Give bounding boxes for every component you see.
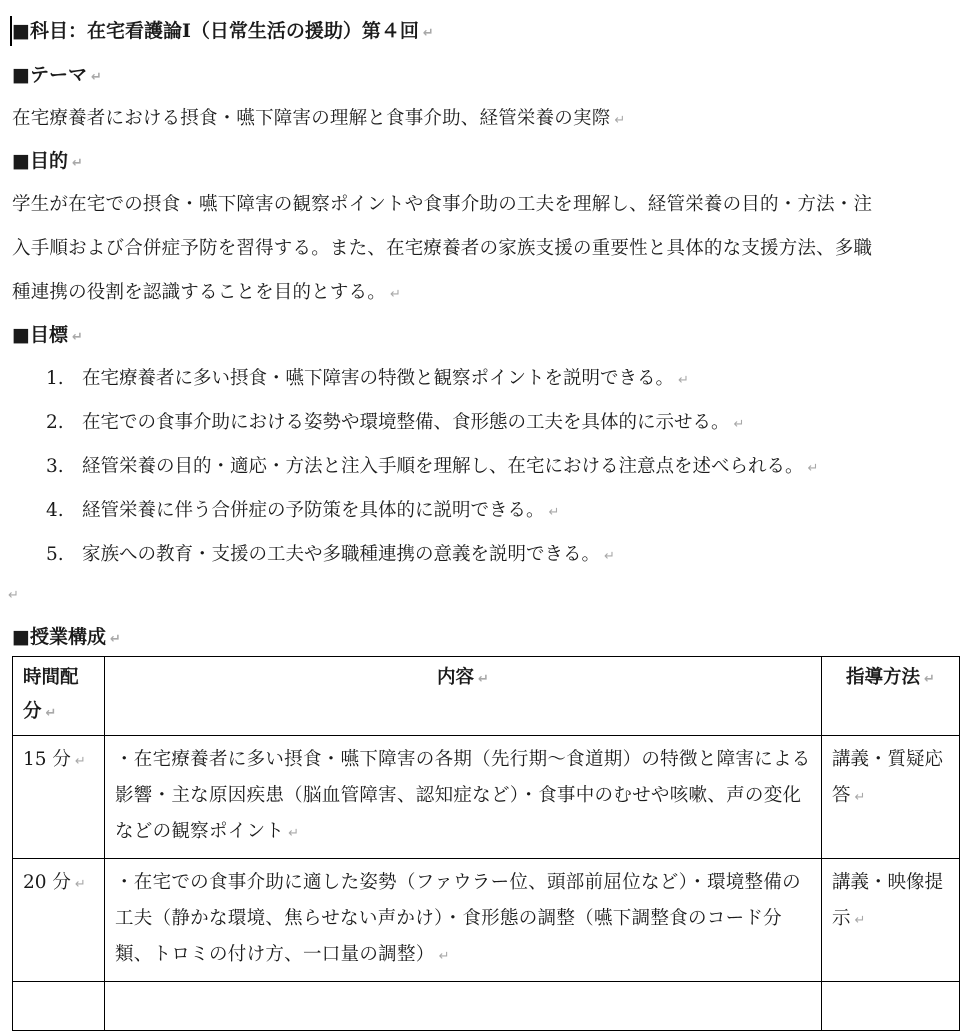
cell-method-text: 講義・質疑応答 xyxy=(832,749,944,806)
table-row-partial xyxy=(13,982,960,1031)
purpose-heading-text: ■目的 xyxy=(12,150,68,172)
header-time-text: 時間配分 xyxy=(23,667,79,722)
purpose-line-text: 学生が在宅での摂食・嚥下障害の観察ポイントや食事介助の工夫を理解し、経管栄養の目的・方法・注 xyxy=(12,194,873,215)
empty-paragraph xyxy=(8,582,19,604)
table-row xyxy=(13,859,960,982)
header-content xyxy=(104,657,821,736)
paragraph-mark: ↵ xyxy=(614,113,626,128)
purpose-line xyxy=(12,190,872,216)
structure-heading xyxy=(12,622,121,649)
cell-method-empty xyxy=(822,982,960,1031)
cell-mark: ↵ xyxy=(74,754,86,769)
goal-item-2 xyxy=(46,408,744,434)
paragraph-mark: ↵ xyxy=(678,373,689,388)
cell-method xyxy=(822,859,960,982)
goal-item-4 xyxy=(46,496,559,522)
goal-item-3 xyxy=(46,452,818,478)
cell-mark: ↵ xyxy=(854,913,866,928)
goal-item-5 xyxy=(46,540,615,566)
cell-method xyxy=(822,736,960,859)
purpose-line-text: 種連携の役割を認識することを目的とする。 xyxy=(12,282,387,303)
cell-content xyxy=(104,859,821,982)
paragraph-mark: ↵ xyxy=(90,70,102,85)
paragraph-mark: ↵ xyxy=(604,549,615,564)
cell-time xyxy=(13,736,105,859)
paragraph-mark: ↵ xyxy=(422,26,434,41)
paragraph-mark: ↵ xyxy=(548,505,560,520)
lesson-structure-table xyxy=(12,656,960,1031)
goal-text: 在宅での食事介助における姿勢や環境整備、食形態の工夫を具体的に示せる。 xyxy=(82,412,730,433)
header-method xyxy=(822,657,960,736)
cell-mark: ↵ xyxy=(45,706,57,721)
table-row xyxy=(13,736,960,859)
cell-mark: ↵ xyxy=(74,877,86,892)
header-time xyxy=(13,657,105,736)
cell-time xyxy=(13,859,105,982)
paragraph-mark: ↵ xyxy=(71,156,83,171)
goal-number: 2. xyxy=(46,412,64,433)
goal-item-1 xyxy=(46,364,689,390)
goal-text: 家族への教育・支援の工夫や多職種連携の意義を説明できる。 xyxy=(82,544,601,565)
purpose-line xyxy=(12,234,872,260)
theme-text-content: 在宅療養者における摂食・嚥下障害の理解と食事介助、経管栄養の実際 xyxy=(12,108,611,129)
cell-method-text: 講義・映像提示 xyxy=(832,872,944,929)
paragraph-mark: ↵ xyxy=(109,632,121,647)
goal-number: 5. xyxy=(46,544,64,565)
goal-text: 経管栄養に伴う合併症の予防策を具体的に説明できる。 xyxy=(82,500,545,521)
cell-mark: ↵ xyxy=(478,672,489,687)
goal-number: 1. xyxy=(46,368,64,389)
header-method-text: 指導方法 xyxy=(846,667,921,688)
paragraph-mark: ↵ xyxy=(8,588,19,603)
subject-title-text: ■科目：在宅看護論Ⅰ（日常生活の援助）第４回 xyxy=(12,20,419,42)
cell-content-text: ・在宅療養者に多い摂食・嚥下障害の各期（先行期～食道期）の特徴と障害による影響・主な原因疾患（脳血管障害、認知症など）・食事中のむせや咳嗽、声の変化などの観察ポイント xyxy=(114,749,811,842)
cell-mark: ↵ xyxy=(288,826,300,841)
subject-title xyxy=(12,16,434,43)
cell-content-empty xyxy=(104,982,821,1031)
paragraph-mark: ↵ xyxy=(71,330,83,345)
cell-time-empty xyxy=(13,982,105,1031)
structure-heading-text: ■授業構成 xyxy=(12,626,106,648)
goal-text: 在宅療養者に多い摂食・嚥下障害の特徴と観察ポイントを説明できる。 xyxy=(82,368,675,389)
goal-text: 経管栄養の目的・適応・方法と注入手順を理解し、在宅における注意点を述べられる。 xyxy=(82,456,804,477)
header-content-text: 内容 xyxy=(437,667,475,688)
cell-mark: ↵ xyxy=(854,790,866,805)
goal-number: 3. xyxy=(46,456,64,477)
cell-time-text: 15 分 xyxy=(23,749,71,770)
goals-heading xyxy=(12,320,83,347)
cell-content-text: ・在宅での食事介助に適した姿勢（ファウラー位、頭部前屈位など）・環境整備の工夫（静かな環境、焦らせない声かけ）・食形態の調整（嚥下調整食のコード分類、トロミの付け方、一口量の調整） xyxy=(114,872,801,965)
cell-time-text: 20 分 xyxy=(23,872,71,893)
table-header-row xyxy=(13,657,960,736)
paragraph-mark: ↵ xyxy=(733,417,745,432)
goals-heading-text: ■目標 xyxy=(12,324,68,346)
theme-text xyxy=(12,104,626,130)
theme-heading xyxy=(12,60,102,87)
purpose-line xyxy=(12,278,401,304)
cell-content xyxy=(104,736,821,859)
purpose-line-text: 入手順および合併症予防を習得する。また、在宅療養者の家族支援の重要性と具体的な支援方法、多職 xyxy=(12,238,873,259)
paragraph-mark: ↵ xyxy=(390,287,402,302)
cell-mark: ↵ xyxy=(438,949,450,964)
cell-mark: ↵ xyxy=(924,672,935,687)
paragraph-mark: ↵ xyxy=(807,461,819,476)
purpose-heading xyxy=(12,146,83,173)
goal-number: 4. xyxy=(46,500,64,521)
theme-heading-text: ■テーマ xyxy=(12,64,87,86)
